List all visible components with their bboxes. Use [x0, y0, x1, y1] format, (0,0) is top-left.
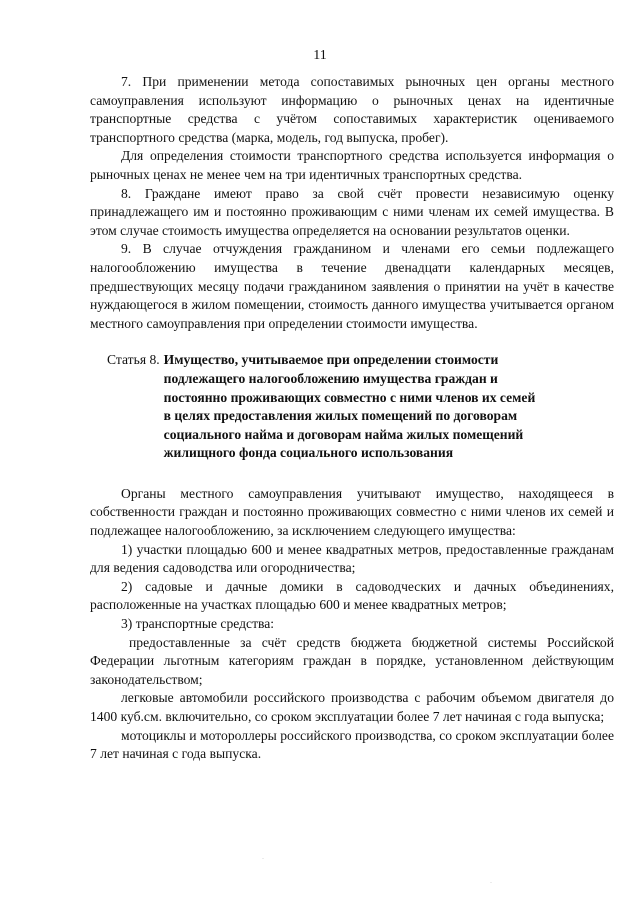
- document-body: [90, 73, 614, 764]
- list-item-3-subitem-cars: легковые автомобили российского производства с рабочим объемом двигателя до 1400 куб.см. включительно, со сроком эксплуатации более 7 лет начиная с года выпуска;: [90, 690, 614, 724]
- paragraph-7: 7. При применении метода сопоставимых рыночных цен органы местного самоуправления используют информацию о рыночных ценах на идентичные транспортные средства с учётом сопоставимых характеристик оцениваемого транспортного средства (марка, модель, год выпуска, пробег).: [90, 74, 614, 145]
- article-8-intro: Органы местного самоуправления учитывают имущество, находящееся в собственности граждан и постоянно проживающих совместно с ними членов их семей и подлежащее налогообложению, за исключением следующего имущества:: [90, 485, 614, 539]
- article-8-content: [90, 485, 614, 764]
- list-item-3-subitem-budget: предоставленные за счёт средств бюджета бюджетной системы Российской Федерации льготным категориям граждан в порядке, установленном действующим законодательством;: [90, 634, 614, 687]
- article-label: Статья 8.: [107, 352, 160, 368]
- article-title-line: подлежащего налогообложению имущества граждан и: [163, 370, 498, 386]
- scan-speck: .: [490, 876, 492, 885]
- list-item-3: 3) транспортные средства:: [121, 616, 275, 632]
- article-title-line: постоянно проживающих совместно с ними членов их семей: [163, 389, 536, 405]
- scan-speck: .: [262, 852, 264, 861]
- page-number: 11: [313, 48, 327, 63]
- paragraph-7-continuation: Для определения стоимости транспортного средства используется информация о рыночных ценах не менее чем на три идентичных транспортных средства.: [90, 148, 614, 182]
- article-title-line: Имущество, учитываемое при определении стоимости: [163, 352, 499, 368]
- article-heading: [90, 351, 614, 463]
- list-item-3-subitem-motorcycles: мотоциклы и мотороллеры российского производства, со сроком эксплуатации более 7 лет начиная с года выпуска.: [90, 727, 614, 762]
- article-title-line: в целях предоставления жилых помещений по договорам: [163, 408, 518, 424]
- spacer: [90, 463, 614, 485]
- paragraph-9: 9. В случае отчуждения гражданином и членами его семьи подлежащего налогообложению имущества в течение двенадцати календарных месяцев, предшествующих месяцу подачи гражданином заявления о принятии на учёт в качестве нуждающегося в жилом помещении, стоимость данного имущества учитывается органом местного самоуправления при определении стоимости имущества.: [90, 241, 614, 331]
- paragraph-8: 8. Граждане имеют право за свой счёт провести независимую оценку принадлежащего им и постоянно проживающим с ними членам их семей имущества. В этом случае стоимость имущества определяется на основании результатов оценки.: [90, 185, 614, 238]
- list-item-2: 2) садовые и дачные домики в садоводческих и дачных объединениях, расположенные на участках площадью 600 и менее квадратных метров;: [90, 578, 614, 613]
- article-title-line: социального найма и договорам найма жилых помещений: [163, 426, 524, 442]
- article-title-line: жилищного фонда социального использования: [163, 445, 454, 461]
- article-title: [160, 351, 584, 463]
- list-item-1: 1) участки площадью 600 и менее квадратных метров, предоставленные гражданам для ведения садоводства или огородничества;: [90, 541, 614, 576]
